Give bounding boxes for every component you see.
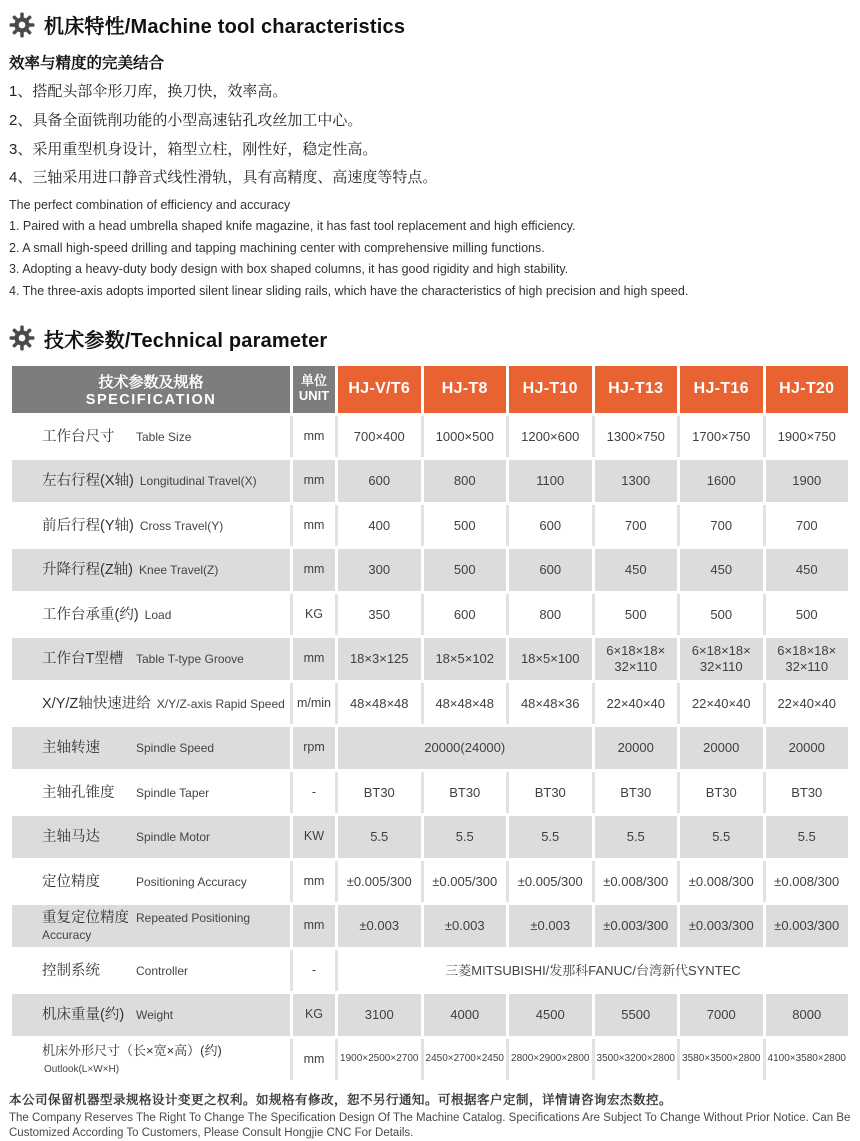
table-row-outlook-dimensions: [12, 1039, 848, 1081]
cell-value: 600: [509, 505, 592, 547]
cell-value: 2450×2700×2450: [424, 1039, 507, 1081]
cell-value: BT30: [424, 772, 507, 814]
cn-point-2: 2、具备全面铣削功能的小型高速钻孔攻丝加工中心。: [9, 111, 363, 129]
unit-header-cn: 单位: [300, 373, 327, 389]
cell-value: 20000: [595, 727, 678, 769]
cell-value: 3580×3500×2800: [680, 1039, 763, 1081]
row-label: 主轴孔锥度 Spindle Taper: [12, 772, 290, 814]
table-row-table-size: [12, 416, 848, 458]
technical-parameter-table: [9, 363, 851, 1084]
en-point-1: 1. Paired with a head umbrella shaped knife magazine, it has fast tool replacement and high efficiency.: [9, 219, 576, 234]
cell-value: 1600: [680, 460, 763, 502]
cell-value: BT30: [680, 772, 763, 814]
cell-value: BT30: [595, 772, 678, 814]
cell-value: 1700×750: [680, 416, 763, 458]
table-row-spindle-motor: [12, 816, 848, 858]
cell-value: 300: [338, 549, 421, 591]
cell-value: 8000: [766, 994, 849, 1036]
cell-value: 800: [424, 460, 507, 502]
cell-value: 500: [680, 594, 763, 636]
unit-header-en: UNIT: [298, 388, 330, 404]
cell-value: ±0.003: [424, 905, 507, 947]
table-row-weight: [12, 994, 848, 1036]
spec-header-en: SPECIFICATION: [85, 391, 217, 408]
cell-value: 7000: [680, 994, 763, 1036]
cell-value: 3100: [338, 994, 421, 1036]
gear-icon: [9, 12, 35, 38]
cell-value: 48×48×48: [424, 683, 507, 725]
table-row-knee-travel: [12, 549, 848, 591]
section-header-technical-parameter: [9, 324, 851, 353]
cell-value: 3500×3200×2800: [595, 1039, 678, 1081]
cell-value: 5.5: [680, 816, 763, 858]
feature-list-cn: [9, 83, 851, 188]
cn-point-3: 3、采用重型机身设计，箱型立柱，刚性好，稳定性高。: [9, 140, 378, 158]
cell-value: 1300×750: [595, 416, 678, 458]
cell-value: 700: [680, 505, 763, 547]
table-row-repeated-positioning-accuracy: [12, 905, 848, 947]
cell-value: 500: [766, 594, 849, 636]
section2-title: 技术参数/Technical parameter: [44, 329, 328, 352]
table-row-positioning-accuracy: [12, 861, 848, 903]
cell-value: 1900×2500×2700: [338, 1039, 421, 1081]
row-unit: -: [293, 772, 335, 814]
section1-title: 机床特性/Machine tool characteristics: [44, 16, 406, 38]
feature-list-en: [9, 198, 851, 298]
row-unit: KW: [293, 816, 335, 858]
cell-value: 20000: [766, 727, 849, 769]
row-label: X/Y/Z轴快速进给 X/Y/Z-axis Rapid Speed: [12, 683, 290, 725]
table-row-t-groove: [12, 638, 848, 680]
en-intro: The perfect combination of efficiency and accuracy: [9, 198, 291, 212]
cell-value: 5.5: [766, 816, 849, 858]
row-label: 主轴马达 Spindle Motor: [12, 816, 290, 858]
row-unit: KG: [293, 594, 335, 636]
model-header-hj-t20: HJ-T20: [766, 366, 849, 413]
cell-value: ±0.003/300: [766, 905, 849, 947]
row-label: 工作台尺寸 Table Size: [12, 416, 290, 458]
section1-subtitle: 效率与精度的完美结合: [9, 55, 165, 72]
row-label: 前后行程(Y轴) Cross Travel(Y): [12, 505, 290, 547]
cell-value: 1300: [595, 460, 678, 502]
table-row-longitudinal-travel: [12, 460, 848, 502]
row-label: 工作台T型槽 Table T-type Groove: [12, 638, 290, 680]
spec-header-cell: [12, 366, 290, 413]
spec-header-cn: 技术参数及规格: [98, 373, 204, 391]
row-label: 升降行程(Z轴) Knee Travel(Z): [12, 549, 290, 591]
row-unit: KG: [293, 994, 335, 1036]
cell-value: 6×18×18× 32×110: [766, 638, 849, 680]
cell-value: ±0.008/300: [680, 861, 763, 903]
cell-value: ±0.005/300: [509, 861, 592, 903]
cell-value: 22×40×40: [680, 683, 763, 725]
cell-value: 1000×500: [424, 416, 507, 458]
cell-value: 5500: [595, 994, 678, 1036]
cell-value: 500: [424, 549, 507, 591]
row-unit: rpm: [293, 727, 335, 769]
cell-value: ±0.008/300: [766, 861, 849, 903]
cell-value: BT30: [766, 772, 849, 814]
cell-value: 18×5×100: [509, 638, 592, 680]
row-label: 机床外形尺寸（长×宽×高）(约)Outlook(L×W×H): [12, 1039, 290, 1081]
disclaimer-en: The Company Reserves The Right To Change The Specification Design Of The Machine Catalog. Specifications Are Subject To Change Without Prior Notice. Can Be Customized According To Customers, Please Consult Hongjie CNC For Details.: [9, 1112, 851, 1140]
cell-value: BT30: [509, 772, 592, 814]
cell-value: 4000: [424, 994, 507, 1036]
table-row-spindle-speed: [12, 727, 848, 769]
row-unit: mm: [293, 1039, 335, 1081]
cell-value: 1900×750: [766, 416, 849, 458]
row-unit: -: [293, 950, 335, 992]
row-unit: mm: [293, 905, 335, 947]
cell-value: 20000: [680, 727, 763, 769]
model-header-hj-t8: HJ-T8: [424, 366, 507, 413]
section-header-characteristics: [9, 10, 851, 39]
cell-value: 600: [509, 549, 592, 591]
disclaimer: [9, 1090, 851, 1141]
disclaimer-cn: 本公司保留机器型录规格设计变更之权利。如规格有修改，恕不另行通知。可根据客户定制，详情请咨询宏杰数控。: [9, 1093, 673, 1108]
model-header-hj-t16: HJ-T16: [680, 366, 763, 413]
cell-value-merged: 20000(24000): [338, 727, 592, 769]
table-row-spindle-taper: [12, 772, 848, 814]
cell-value: ±0.008/300: [595, 861, 678, 903]
cell-value: 500: [595, 594, 678, 636]
en-point-3: 3. Adopting a heavy-duty body design with box shaped columns, it has good rigidity and high stability.: [9, 262, 569, 277]
model-header-hj-t13: HJ-T13: [595, 366, 678, 413]
cell-value: 600: [424, 594, 507, 636]
cell-value: 22×40×40: [595, 683, 678, 725]
table-header-row: [12, 366, 848, 413]
cell-value: 18×3×125: [338, 638, 421, 680]
cell-value: 5.5: [509, 816, 592, 858]
cell-value: ±0.003/300: [680, 905, 763, 947]
row-label: 左右行程(X轴) Longitudinal Travel(X): [12, 460, 290, 502]
row-unit: mm: [293, 416, 335, 458]
cell-value: ±0.003: [509, 905, 592, 947]
cell-value: 48×48×36: [509, 683, 592, 725]
en-point-2: 2. A small high-speed drilling and tapping machining center with comprehensive milling functions.: [9, 240, 545, 255]
en-point-4: 4. The three-axis adopts imported silent linear sliding rails, which have the characteristics of high precision and high speed.: [9, 283, 689, 298]
cell-value: 18×5×102: [424, 638, 507, 680]
cell-value: 700: [766, 505, 849, 547]
row-label: 控制系统 Controller: [12, 950, 290, 992]
row-unit: m/min: [293, 683, 335, 725]
cell-value-merged: 三菱MITSUBISHI/发那科FANUC/台湾新代SYNTEC: [338, 950, 848, 992]
table-row-cross-travel: [12, 505, 848, 547]
model-header-hj-t10: HJ-T10: [509, 366, 592, 413]
model-header-hj-vt6: HJ-V/T6: [338, 366, 421, 413]
cell-value: 450: [595, 549, 678, 591]
row-unit: mm: [293, 861, 335, 903]
cell-value: BT30: [338, 772, 421, 814]
cell-value: 4100×3580×2800: [766, 1039, 849, 1081]
row-label: 机床重量(约) Weight: [12, 994, 290, 1036]
row-label: 重复定位精度 Repeated Positioning Accuracy: [12, 905, 290, 947]
cell-value: 700×400: [338, 416, 421, 458]
row-label: 工作台承重(约) Load: [12, 594, 290, 636]
row-unit: mm: [293, 638, 335, 680]
cell-value: 1100: [509, 460, 592, 502]
row-unit: mm: [293, 505, 335, 547]
cell-value: 1900: [766, 460, 849, 502]
cell-value: 5.5: [338, 816, 421, 858]
cell-value: 6×18×18× 32×110: [680, 638, 763, 680]
cell-value: 5.5: [424, 816, 507, 858]
cell-value: 400: [338, 505, 421, 547]
table-row-load: [12, 594, 848, 636]
cell-value: 600: [338, 460, 421, 502]
cell-value: 22×40×40: [766, 683, 849, 725]
cn-point-4: 4、三轴采用进口静音式线性滑轨，具有高精度、高速度等特点。: [9, 169, 438, 187]
row-label: 主轴转速 Spindle Speed: [12, 727, 290, 769]
row-unit: mm: [293, 460, 335, 502]
cell-value: 700: [595, 505, 678, 547]
cell-value: 5.5: [595, 816, 678, 858]
cell-value: 800: [509, 594, 592, 636]
table-row-rapid-speed: [12, 683, 848, 725]
cell-value: ±0.003/300: [595, 905, 678, 947]
unit-header-cell: [293, 366, 335, 413]
table-row-controller: [12, 950, 848, 992]
cell-value: 4500: [509, 994, 592, 1036]
cell-value: 350: [338, 594, 421, 636]
gear-icon: [9, 325, 35, 351]
cell-value: 500: [424, 505, 507, 547]
cell-value: ±0.005/300: [338, 861, 421, 903]
cell-value: 6×18×18× 32×110: [595, 638, 678, 680]
row-unit: mm: [293, 549, 335, 591]
cell-value: ±0.003: [338, 905, 421, 947]
cell-value: ±0.005/300: [424, 861, 507, 903]
cell-value: 48×48×48: [338, 683, 421, 725]
cell-value: 2800×2900×2800: [509, 1039, 592, 1081]
cell-value: 1200×600: [509, 416, 592, 458]
row-label: 定位精度 Positioning Accuracy: [12, 861, 290, 903]
cell-value: 450: [680, 549, 763, 591]
cn-point-1: 1、搭配头部伞形刀库，换刀快，效率高。: [9, 83, 288, 100]
cell-value: 450: [766, 549, 849, 591]
